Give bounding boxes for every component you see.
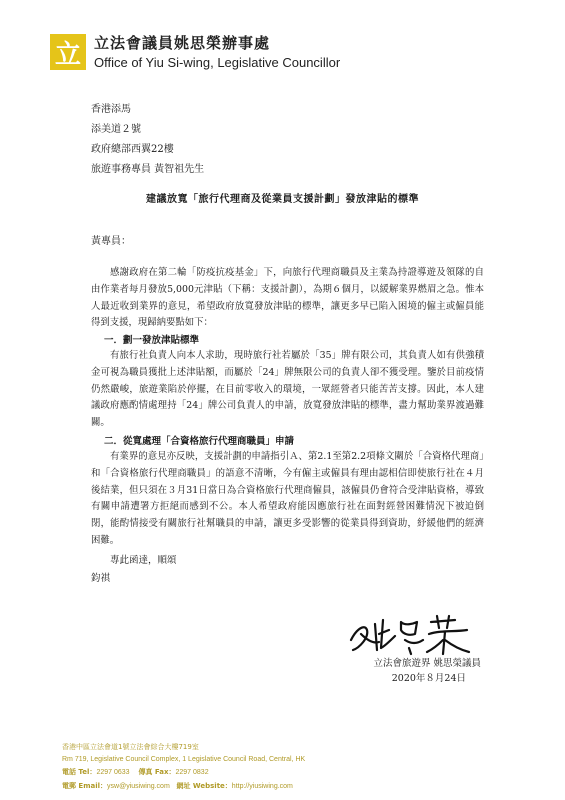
- letterhead-text: [94, 33, 341, 70]
- footer-address-en: Rm 719, Legislative Council Complex, 1 Legislative Council Road, Central, HK: [62, 755, 306, 763]
- footer-email-web: [62, 780, 305, 794]
- web-label: 網址 Website：: [176, 781, 232, 790]
- closing-phrase: 專此函達，順頌: [110, 555, 177, 566]
- letter-subject: 建議放寬「旅行代理商及從業員支援計劃」發放津貼的標準: [146, 194, 419, 205]
- tel-label: 電話 Tel：: [62, 768, 97, 776]
- website-link[interactable]: http://yiusiwing.com: [231, 782, 293, 790]
- paragraph-section-2: 有業界的意見亦反映，支援計劃的申請指引Ａ、第2.1至第2.2項條文關於「合資格代理商」和「合資格旅行代理商職員」的語意不清晰，今有僱主或僱員有理由認相信即使旅行社在４月後結業，但只須在３月31日當日為合資格旅行代理商僱員，該僱員仍會符合受津貼資格，導致有關申請遭署方拒絕而感到不公。本人希望政府能因應旅行社在面對經營困難情況下被迫倒閉，能酌情接受有關旅行社幫職員的申請，讓更多受影響的從業員得到資助，紓緩他們的經濟困難。: [91, 451, 484, 546]
- signature-title: 立法會旅遊界 姚思榮議員: [373, 658, 481, 669]
- fax-number: 2297 0832: [175, 769, 209, 776]
- paragraph-section-1: 有旅行社負責人向本人求助，現時旅行社若屬於「35」牌有限公司，其負責人如有供強積金可視為職員獲批上述津貼額，而屬於「24」牌無限公司的負責人卻不獲受理。鑒於目前疫情仍然嚴峻，旅遊業陷於停擺，在目前零收入的環境，一眾經營者只能苦苦支撐。因此，本人建議政府應酌情處理持「24」牌公司負責人的申請，放寬發放津貼的標準，盡力幫助業界渡過難關。: [91, 350, 484, 429]
- office-name-zh: 立法會議員姚思榮辦事處: [94, 33, 271, 52]
- letterhead: [50, 32, 340, 72]
- tel-number: 2297 0633: [96, 769, 130, 776]
- section-heading-2: 二．從寬處理「合資格旅行代理商職員」申請: [104, 436, 295, 447]
- address-line-4: 旅遊事務專員 黃智祖先生: [91, 164, 205, 175]
- fax-label: 傳真 Fax：: [138, 768, 176, 776]
- email-label: 電郵 Email：: [62, 781, 108, 790]
- recipient-address: [91, 100, 204, 180]
- address-line-3: 政府總部西翼22樓: [91, 144, 174, 155]
- handwritten-signature: [345, 610, 475, 658]
- footer-address-zh: 香港中區立法會道1號立法會綜合大樓719室: [62, 743, 199, 751]
- footer-phone-fax: [62, 766, 305, 780]
- signature-date: 2020年８月24日: [391, 673, 466, 684]
- address-line-2: 添美道２號: [91, 124, 141, 135]
- salutation: 黃專員：: [91, 236, 131, 247]
- office-name-en: Office of Yiu Si-wing, Legislative Councillor: [94, 54, 341, 70]
- section-heading-1: 一．劃一發放津貼標準: [104, 335, 200, 346]
- footer: [62, 741, 305, 793]
- address-line-1: 香港添馬: [91, 104, 131, 115]
- email-link[interactable]: ysw@yiusiwing.com: [107, 782, 170, 790]
- closing-greeting: 鈞祺: [91, 573, 111, 584]
- office-logo-icon: 立: [50, 34, 86, 70]
- paragraph-intro: 感謝政府在第二輪「防疫抗疫基金」下，向旅行代理商職員及主業為持證導遊及領隊的自由作業者每月發放5,000元津貼（下稱：支援計劃），為期６個月，以緩解業界燃眉之急。惟本人最近收到業界的意見，希望政府放寬發放津貼的標準，讓更多早已陷入困境的僱主或僱員能得到支援，現歸納要點如下：: [91, 267, 484, 329]
